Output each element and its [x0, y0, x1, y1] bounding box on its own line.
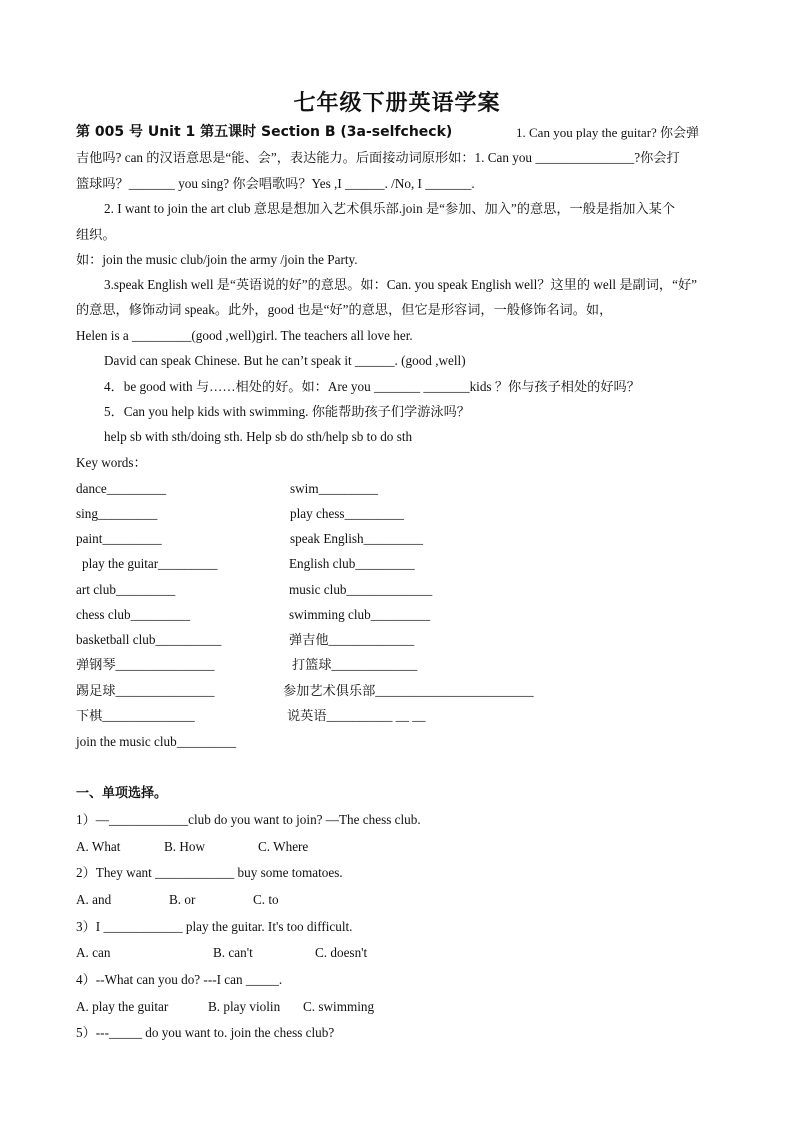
option-a: A. play the guitar [76, 999, 169, 1014]
keyword-item: 弹吉他_____________ [289, 632, 415, 647]
keyword-item: 踢足球_______________ [76, 683, 215, 698]
option-b: B. How [164, 839, 206, 854]
question-text: 5）---_____ do you want to. join the chess club? [76, 1025, 335, 1040]
question-text: 2）They want ____________ buy some tomatoes. [76, 865, 343, 880]
text-line: Helen is a _________(good ,well)girl. The teachers all love her. [76, 328, 413, 343]
text-line: help sb with sth/doing sth. Help sb do sth/help sb to do sth [104, 429, 413, 444]
lesson-header-text: 第 005 号 Unit 1 第五课时 Section B (3a-selfcheck) [76, 124, 453, 140]
question-text: 4）--What can you do? ---I can _____. [76, 972, 283, 987]
option-c: C. to [253, 892, 279, 907]
text-line: 5．Can you help kids with swimming. 你能帮助孩子们学游泳吗？ [104, 404, 470, 419]
text-line: 篮球吗？_______ you sing? 你会唱歌吗？Yes ,I ______. /No, I _______. [76, 176, 475, 191]
question-options [76, 839, 308, 855]
text-line: 的意思，修饰动词 speak。此外，good 也是“好”的意思，但它是形容词，一般修饰名词。如， [76, 302, 613, 317]
option-c: C. doesn't [315, 945, 368, 960]
option-a: A. and [76, 892, 112, 907]
keyword-item: 打篮球_____________ [292, 657, 418, 672]
text-line: 2. I want to join the art club 意思是想加入艺术俱乐部.join 是“参加、加入”的意思，一般是指加入某个 [104, 201, 676, 216]
question-options [76, 999, 374, 1015]
keyword-item: sing_________ [76, 506, 158, 521]
keyword-item: play the guitar_________ [82, 556, 218, 571]
text-line: 4．be good with 与……相处的好。如：Are you _______ _______kids ？你与孩子相处的好吗？ [104, 379, 640, 394]
lesson-header [76, 124, 700, 140]
point-1-question: 1. Can you play the guitar? 你会弹 [516, 125, 700, 140]
option-c: C. Where [258, 839, 309, 854]
keyword-item: 说英语__________ __ __ [287, 708, 426, 723]
option-b: B. play violin [208, 999, 281, 1014]
option-c: C. swimming [303, 999, 375, 1014]
keyword-item: music club_____________ [289, 582, 433, 597]
section-title: 一、单项选择。 [76, 786, 168, 801]
text-line: David can speak Chinese. But he can’t speak it ______. (good ,well) [104, 353, 466, 368]
option-b: B. or [169, 892, 196, 907]
key-words-heading: Key words： [76, 455, 147, 470]
keyword-item: chess club_________ [76, 607, 190, 622]
question-options [76, 945, 367, 961]
keyword-item: play chess_________ [290, 506, 404, 521]
keyword-item: paint_________ [76, 531, 162, 546]
option-a: A. can [76, 945, 111, 960]
question-options [76, 892, 279, 908]
text-line: 如：join the music club/join the army /join the Party. [76, 252, 358, 267]
page-title: 七年级下册英语学案 [293, 91, 501, 116]
text-line: 组织。 [76, 227, 116, 242]
keyword-item: 参加艺术俱乐部________________________ [283, 683, 534, 698]
keyword-item: speak English_________ [290, 531, 423, 546]
keyword-item: swimming club_________ [289, 607, 431, 622]
keyword-item: swim_________ [290, 481, 378, 496]
option-b: B. can't [213, 945, 253, 960]
text-line: 3.speak English well 是“英语说的好”的意思。如：Can. you speak English well？这里的 well 是副词，“好” [104, 277, 697, 292]
keyword-item: 弹钢琴_______________ [76, 657, 215, 672]
keyword-item: dance_________ [76, 481, 167, 496]
keyword-item: basketball club__________ [76, 632, 222, 647]
text-line: 吉他吗? can 的汉语意思是“能、会”，表达能力。后面接动词原形如：1. Can you _______________?你会打 [76, 150, 680, 165]
keyword-item: art club_________ [76, 582, 176, 597]
question-text: 1）—____________club do you want to join? —The chess club. [76, 812, 421, 827]
option-a: A. What [76, 839, 121, 854]
keyword-item: join the music club_________ [76, 734, 237, 749]
keyword-item: English club_________ [289, 556, 415, 571]
keyword-item: 下棋______________ [76, 708, 195, 723]
question-text: 3）I ____________ play the guitar. It's too difficult. [76, 919, 353, 934]
